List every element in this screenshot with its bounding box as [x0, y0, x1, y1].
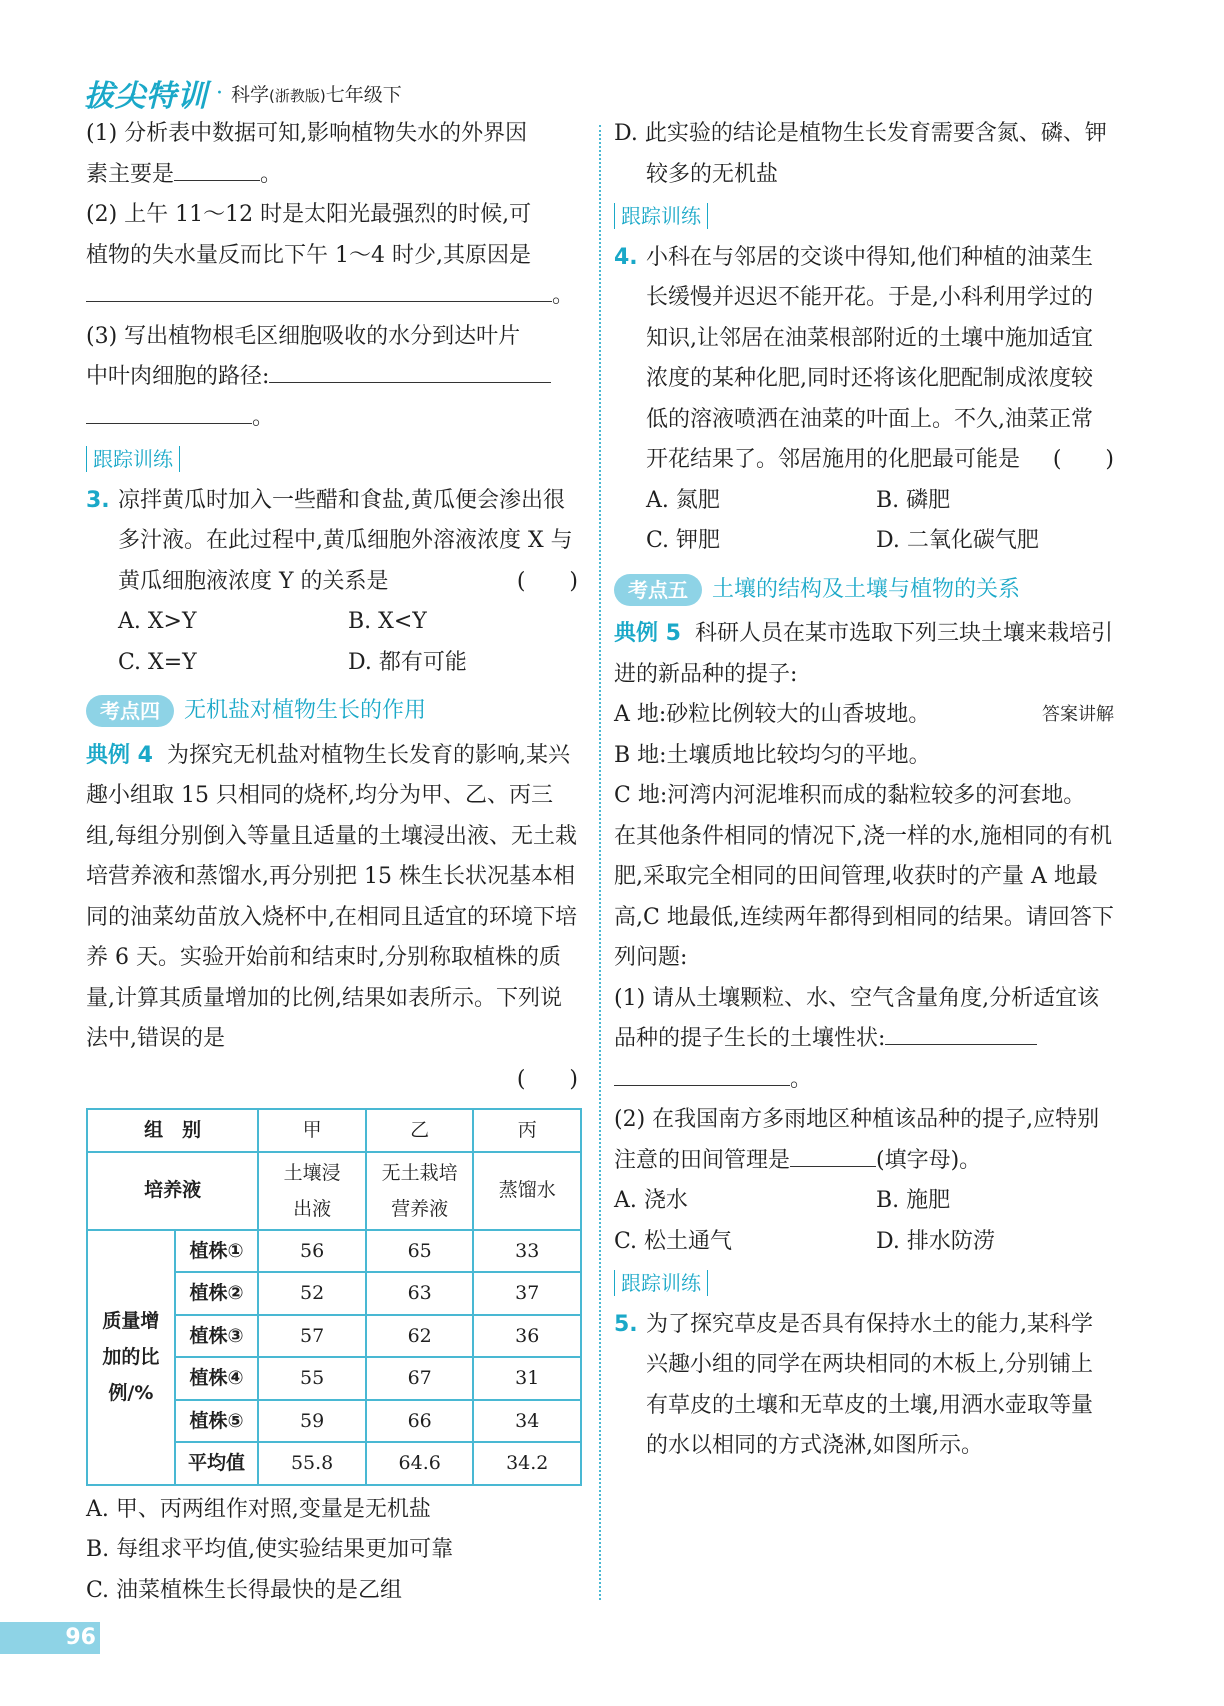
page-number: 96	[0, 1622, 100, 1654]
row-label: 平均值	[175, 1442, 259, 1485]
option-a[interactable]: A. 氮肥	[646, 487, 720, 513]
table-header-yi: 乙	[366, 1109, 474, 1152]
q4-options	[614, 481, 1114, 562]
cell-bing: 33	[473, 1230, 581, 1273]
cell-yi: 65	[366, 1230, 474, 1273]
question-number: 4.	[614, 244, 638, 270]
question-number: 5.	[614, 1311, 638, 1337]
cell-bing: 31	[473, 1357, 581, 1400]
key-point-title: 土壤的结构及土壤与植物的关系	[712, 576, 1021, 602]
cell-bing: 36	[473, 1315, 581, 1358]
option-b[interactable]: B. 施肥	[876, 1188, 951, 1213]
medium-bing: 蒸馏水	[473, 1152, 581, 1230]
prev-q1-line2: 素主要是 。	[86, 155, 578, 196]
prev-q2-line1: (2) 上午 11～12 时是太阳光最强烈的时候,可	[86, 202, 532, 227]
answer-explain-link[interactable]: 答案讲解	[1042, 704, 1114, 725]
cell-jia: 52	[258, 1272, 366, 1315]
header-dot: ·	[216, 80, 223, 106]
cell-jia: 55.8	[258, 1442, 366, 1485]
example-label: 典例 4	[86, 742, 153, 768]
option-c[interactable]: C. 钾肥	[646, 528, 721, 553]
answer-blank[interactable]	[86, 279, 552, 302]
row-label: 植株③	[175, 1315, 259, 1358]
answer-paren[interactable]: ( )	[1052, 447, 1114, 472]
left-column	[86, 114, 578, 1611]
answer-blank[interactable]	[86, 401, 252, 424]
column-divider	[599, 125, 601, 1600]
prev-q1-line1: (1) 分析表中数据可知,影响植物失水的外界因	[86, 121, 528, 146]
cell-bing: 37	[473, 1272, 581, 1315]
answer-blank[interactable]	[174, 158, 260, 181]
site-a: A 地:砂粒比例较大的山香坡地。 答案讲解	[614, 695, 1114, 736]
option-b[interactable]: B. 磷肥	[876, 487, 951, 513]
cell-yi: 64.6	[366, 1442, 474, 1485]
cell-jia: 57	[258, 1315, 366, 1358]
question-text: 为了探究草皮是否具有保持水土的能力,某科学兴趣小组的同学在两块相同的木板上,分别铺上有草皮的土壤和无草皮的土壤,用洒水壶取等量的水以相同的方式浇淋,如图所示。	[646, 1311, 1093, 1458]
cell-yi: 67	[366, 1357, 474, 1400]
cell-bing: 34.2	[473, 1442, 581, 1485]
example-5-q1: (1) 请从土壤颗粒、水、空气含量角度,分析适宜该品种的提子生长的土壤性状:	[614, 985, 1100, 1051]
row-label: 植株①	[175, 1230, 259, 1273]
option-d[interactable]: D. 都有可能	[348, 649, 467, 675]
book-subject: 科学(浙教版)七年级下	[231, 83, 402, 106]
option-c[interactable]: C. X=Y	[118, 649, 197, 675]
track-training-label: 跟踪训练	[614, 203, 708, 229]
question-4	[614, 238, 1114, 481]
row-label: 植株②	[175, 1272, 259, 1315]
answer-blank[interactable]	[269, 360, 551, 383]
option-a[interactable]: A. X>Y	[118, 609, 197, 634]
medium-jia: 土壤浸出液	[258, 1152, 366, 1230]
cell-jia: 55	[258, 1357, 366, 1400]
answer-blank[interactable]	[885, 1022, 1037, 1045]
key-point-4-heading	[86, 691, 578, 732]
right-column	[614, 114, 1114, 1467]
prev-q3-line1: (3) 写出植物根毛区细胞吸收的水分到达叶片	[86, 323, 521, 349]
prev-q3-line2: 中叶肉细胞的路径:	[86, 357, 578, 398]
answer-paren[interactable]: ( )	[516, 568, 578, 594]
option-b[interactable]: B. X<Y	[348, 609, 427, 634]
example-5-intro	[614, 614, 1114, 695]
example-5-q2: (2) 在我国南方多雨地区种植该品种的提子,应特别注意的田间管理是 (填字母)。	[614, 1107, 1100, 1173]
prev-q3-line3: 。	[86, 398, 578, 439]
prev-q2-line3: 。	[86, 276, 578, 317]
option-b[interactable]: B. 每组求平均值,使实验结果更加可靠	[86, 1537, 454, 1562]
example-text: 科研人员在某市选取下列三块土壤来栽培引进的新品种的提子:	[614, 621, 1113, 687]
question-text: 小科在与邻居的交谈中得知,他们种植的油菜生长缓慢并迟迟不能开花。于是,小科利用学过的知识,让邻居在油菜根部附近的土壤中施加适宜浓度的某种化肥,同时还将该化肥配制成浓度较低的溶液喷洒在油菜的叶面上。不久,油菜正常开花结果了。邻居施用的化肥最可能是	[646, 244, 1093, 472]
page-header	[84, 68, 402, 118]
example-5-options	[614, 1181, 1114, 1262]
cell-jia: 59	[258, 1400, 366, 1443]
cell-jia: 56	[258, 1230, 366, 1273]
answer-blank[interactable]	[790, 1144, 876, 1167]
question-text: 凉拌黄瓜时加入一些醋和食盐,黄瓜便会渗出很多汁液。在此过程中,黄瓜细胞外溶液浓度 X 与黄瓜细胞液浓度 Y 的关系是	[118, 487, 573, 594]
question-3	[86, 481, 578, 603]
option-a[interactable]: A. 浇水	[614, 1188, 688, 1213]
cell-yi: 63	[366, 1272, 474, 1315]
option-d[interactable]: D. 排水防涝	[876, 1228, 995, 1254]
cell-bing: 34	[473, 1400, 581, 1443]
option-c[interactable]: C. 油菜植株生长得最快的是乙组	[86, 1577, 403, 1603]
example-label: 典例 5	[614, 621, 681, 646]
site-b: B 地:土壤质地比较均匀的平地。	[614, 742, 931, 768]
track-training-label: 跟踪训练	[86, 446, 180, 472]
row-label: 植株⑤	[175, 1400, 259, 1443]
table-header-jia: 甲	[258, 1109, 366, 1152]
option-d[interactable]: D. 此实验的结论是植物生长发育需要含氮、磷、钾较多的无机盐	[614, 121, 1107, 187]
question-5	[614, 1305, 1114, 1467]
example-5-q1-cont: 。	[614, 1060, 1114, 1101]
cell-yi: 66	[366, 1400, 474, 1443]
example-4-paren[interactable]: ( )	[516, 1066, 578, 1092]
cell-yi: 62	[366, 1315, 474, 1358]
example-4	[86, 736, 578, 1060]
q3-options	[86, 602, 578, 683]
table-header-bing: 丙	[473, 1109, 581, 1152]
data-table	[86, 1108, 582, 1486]
example-5-body: 在其他条件相同的情况下,浇一样的水,施相同的有机肥,采取完全相同的田间管理,收获时的产量 A 地最高,C 地最低,连续两年都得到相同的结果。请回答下列问题:	[614, 823, 1114, 970]
key-point-tag: 考点五	[614, 574, 702, 606]
site-c: C 地:河湾内河泥堆积而成的黏粒较多的河套地。	[614, 783, 1086, 808]
medium-yi: 无土栽培营养液	[366, 1152, 474, 1230]
table-header-ratio: 质量增加的比例/%	[87, 1230, 175, 1485]
track-training-label: 跟踪训练	[614, 1270, 708, 1296]
question-number: 3.	[86, 487, 110, 513]
key-point-5-heading	[614, 570, 1114, 611]
example-4-options	[86, 1490, 578, 1612]
table-header-group: 组 别	[87, 1109, 258, 1152]
prev-q2-line2: 植物的失水量反而比下午 1～4 时少,其原因是	[86, 242, 531, 268]
key-point-tag: 考点四	[86, 695, 174, 727]
answer-blank[interactable]	[614, 1063, 790, 1086]
option-a[interactable]: A. 甲、丙两组作对照,变量是无机盐	[86, 1496, 431, 1522]
key-point-title: 无机盐对植物生长的作用	[184, 698, 427, 723]
table-header-medium: 培养液	[87, 1152, 258, 1230]
brand-logo: 拔尖特训	[84, 79, 208, 114]
option-c[interactable]: C. 松土通气	[614, 1228, 733, 1254]
option-d[interactable]: D. 二氧化碳气肥	[876, 528, 1039, 553]
example-text: 为探究无机盐对植物生长发育的影响,某兴趣小组取 15 只相同的烧杯,均分为甲、乙、丙三组,每组分别倒入等量且适量的土壤浸出液、无土栽培营养液和蒸馏水,再分别把 15 株生长状况基本相同的油菜幼苗放入烧杯中,在相同且适宜的环境下培养 6 天。实验开始前和结束时,分别称取植株的质量,计算其质量增加的比例,结果如表所示。下列说法中,错误的是	[86, 742, 577, 1051]
row-label: 植株④	[175, 1357, 259, 1400]
